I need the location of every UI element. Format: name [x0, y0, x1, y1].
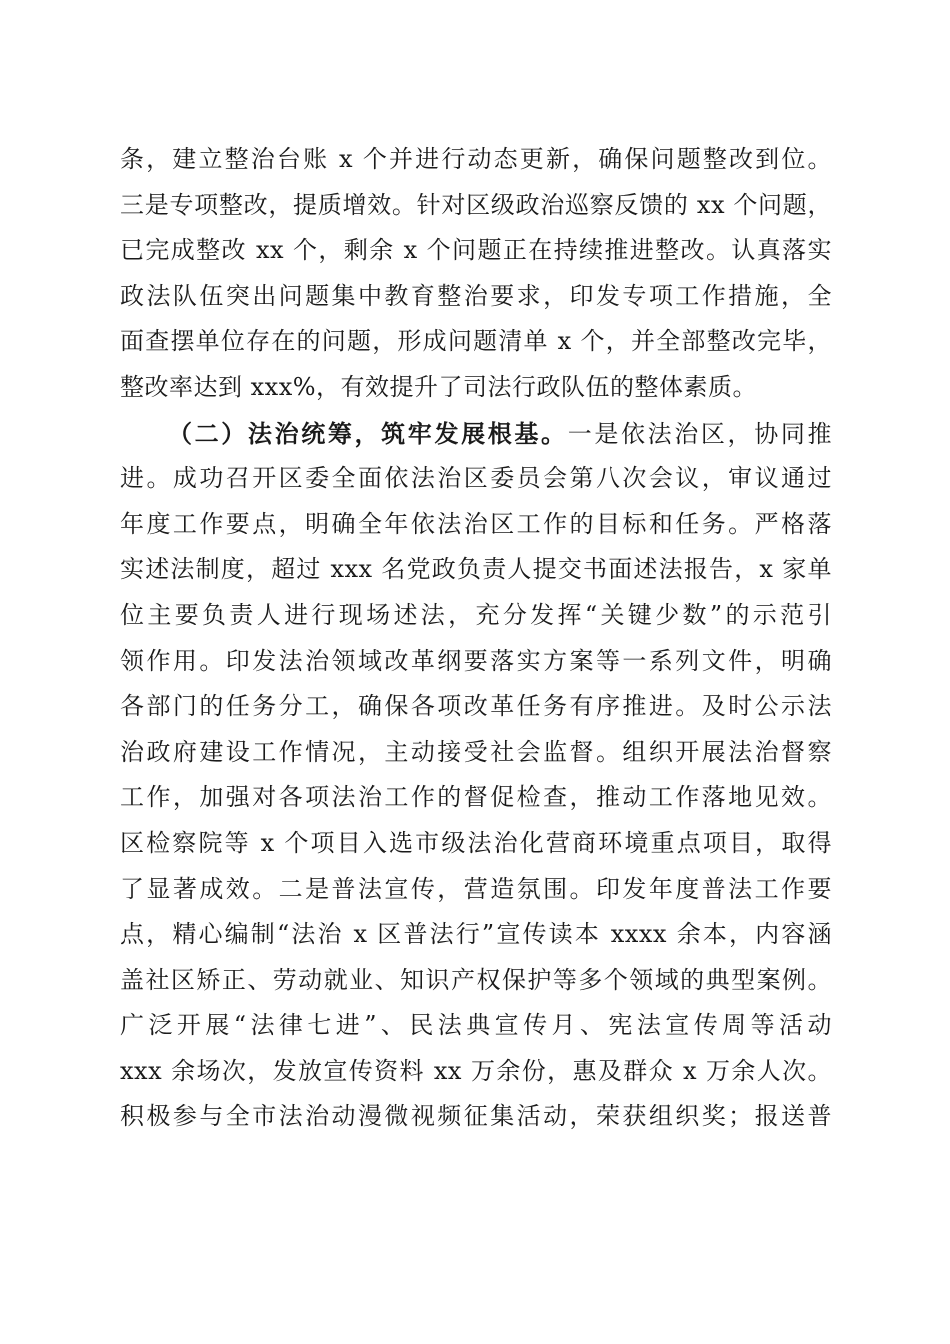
text-line: 三是专项整改，提质增效。针对区级政治巡察反馈的 xx 个问题，	[120, 190, 832, 219]
text-line: 整改率达到 xxx%，有效提升了司法行政队伍的整体素质。	[120, 372, 758, 401]
text-line: 工作，加强对各项法治工作的督促检查，推动工作落地见效。	[120, 783, 832, 812]
text-line: xxx 余场次，发放宣传资料 xx 万余份，惠及群众 x 万余人次。	[120, 1056, 832, 1085]
text-line: 盖社区矫正、劳动就业、知识产权保护等多个领域的典型案例。	[120, 965, 832, 994]
text-line: 广泛开展“法律七进”、民法典宣传月、宪法宣传周等活动	[120, 1011, 832, 1040]
section-heading: （二）法治统筹，筑牢发展根基。	[168, 418, 568, 448]
text-line: 点，精心编制“法治 x 区普法行”宣传读本 xxxx 余本，内容涵	[120, 920, 832, 949]
section-heading-tail: 一是依法治区，协同推	[567, 419, 832, 448]
text-line: 政法队伍突出问题集中教育整治要求，印发专项工作措施，全	[120, 281, 832, 310]
text-line: 领作用。印发法治领域改革纲要落实方案等一系列文件，明确	[120, 646, 832, 675]
text-line: 了显著成效。二是普法宣传，营造氛围。印发年度普法工作要	[120, 874, 832, 903]
text-line: 位主要负责人进行现场述法，充分发挥“关键少数”的示范引	[120, 600, 832, 629]
text-line: 面查摆单位存在的问题，形成问题清单 x 个，并全部整改完毕，	[120, 327, 832, 356]
text-line: 实述法制度，超过 xxx 名党政负责人提交书面述法报告，x 家单	[120, 555, 832, 584]
text-line: 条，建立整治台账 x 个并进行动态更新，确保问题整改到位。	[120, 145, 832, 173]
section-heading-line	[120, 411, 832, 457]
body-text	[120, 137, 832, 1140]
text-line: 积极参与全市法治动漫微视频征集活动，荣获组织奖；报送普	[120, 1102, 832, 1131]
text-line: 区检察院等 x 个项目入选市级法治化营商环境重点项目，取得	[120, 828, 832, 857]
text-line: 治政府建设工作情况，主动接受社会监督。组织开展法治督察	[120, 737, 832, 766]
text-line: 进。成功召开区委全面依法治区委员会第八次会议，审议通过	[120, 464, 832, 493]
text-line: 各部门的任务分工，确保各项改革任务有序推进。及时公示法	[120, 692, 832, 721]
text-line: 已完成整改 xx 个，剩余 x 个问题正在持续推进整改。认真落实	[120, 236, 832, 265]
text-line: 年度工作要点，明确全年依法治区工作的目标和任务。严格落	[120, 509, 832, 538]
